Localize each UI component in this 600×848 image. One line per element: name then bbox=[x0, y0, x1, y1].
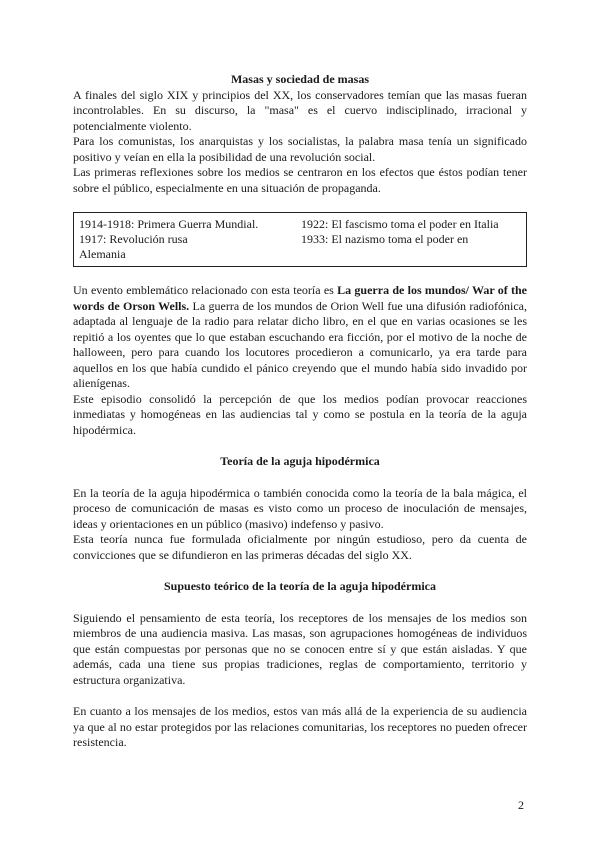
paragraph: En la teoría de la aguja hipodérmica o también conocida como la teoría de la bala mágica, el proceso de comunicación de masas es visto como un proceso de inoculación de mensajes, ideas y orientaciones en un público (masivo) indefenso y pasivo. bbox=[73, 485, 527, 531]
timeline-box bbox=[73, 212, 527, 267]
section-heading-aguja: Teoría de la aguja hipodérmica bbox=[220, 454, 380, 468]
paragraph: Esta teoría nunca fue formulada oficialmente por ningún estudioso, pero da cuenta de convicciones que se difundieron en las primeras décadas del siglo XX. bbox=[73, 532, 527, 562]
page-content bbox=[73, 72, 527, 751]
event-bold-title: La guerra de los mundos/ War of the words de Orson Wells. bbox=[73, 283, 528, 313]
timeline-item: 1922: El fascismo toma el poder en Italia bbox=[301, 217, 499, 231]
timeline-item: 1933: El nazismo toma el poder en bbox=[301, 232, 469, 246]
paragraph: En cuanto a los mensajes de los medios, estos van más allá de la experiencia de su audiencia ya que al no estar protegidos por las relaciones comunitarias, los receptores no pueden ofrecer resistencia. bbox=[73, 704, 527, 749]
event-paragraph bbox=[73, 283, 527, 392]
paragraph: Las primeras reflexiones sobre los medios se centraron en los efectos que éstos podían tener sobre el público, especialmente en una situación de propaganda. bbox=[73, 165, 527, 195]
paragraph: Siguiendo el pensamiento de esta teoría, los receptores de los mensajes de los medios son miembros de una audiencia masiva. Las masas, son agrupaciones homogéneas de individuos que están compuestas por personas que no se conocen entre sí y que están aisladas. Y que además, cada una tiene sus propias tradiciones, reglas de comportamiento, territorio y estructura organizativa. bbox=[73, 610, 527, 687]
paragraph: Este episodio consolidó la percepción de que los medios podían provocar reacciones inmediatas y homogéneas en las audiencias tal y como se postula en la teoría de la aguja hipodérmica. bbox=[73, 391, 527, 437]
timeline-item-continuation: Alemania bbox=[79, 247, 126, 261]
event-rest: La guerra de los mundos de Orion Well fue una difusión radiofónica, adaptada al lenguaje de la radio para relatar dicho libro, en el que en varias ocasiones se les repitió a los oyentes que lo que estaban escuchando era ficción, por el motivo de la noche de halloween, pero para cuando los locutores procedieron a comunicarlo, ya era tarde para aquellos en los que había cundido el pánico creyendo que el mundo había sido invadido por alienígenas. bbox=[73, 298, 527, 390]
section-heading-supuesto: Supuesto teórico de la teoría de la aguja hipodérmica bbox=[164, 579, 436, 593]
section-heading-masas: Masas y sociedad de masas bbox=[230, 72, 369, 86]
paragraph: Para los comunistas, los anarquistas y los socialistas, la palabra masa tenía un significado positivo y veían en ella la posibilidad de una revolución social. bbox=[73, 134, 527, 164]
timeline-item: 1917: Revolución rusa bbox=[79, 232, 188, 246]
timeline-item: 1914-1918: Primera Guerra Mundial. bbox=[79, 217, 259, 231]
page-number: 2 bbox=[518, 798, 524, 812]
paragraph: A finales del siglo XIX y principios del XX, los conservadores temían que las masas fueran incontrolables. En su discurso, la "masa" es el cuervo indisciplinado, irracional y potencialmente violento. bbox=[73, 87, 527, 133]
event-intro: Un evento emblemático relacionado con esta teoría es bbox=[73, 283, 338, 297]
